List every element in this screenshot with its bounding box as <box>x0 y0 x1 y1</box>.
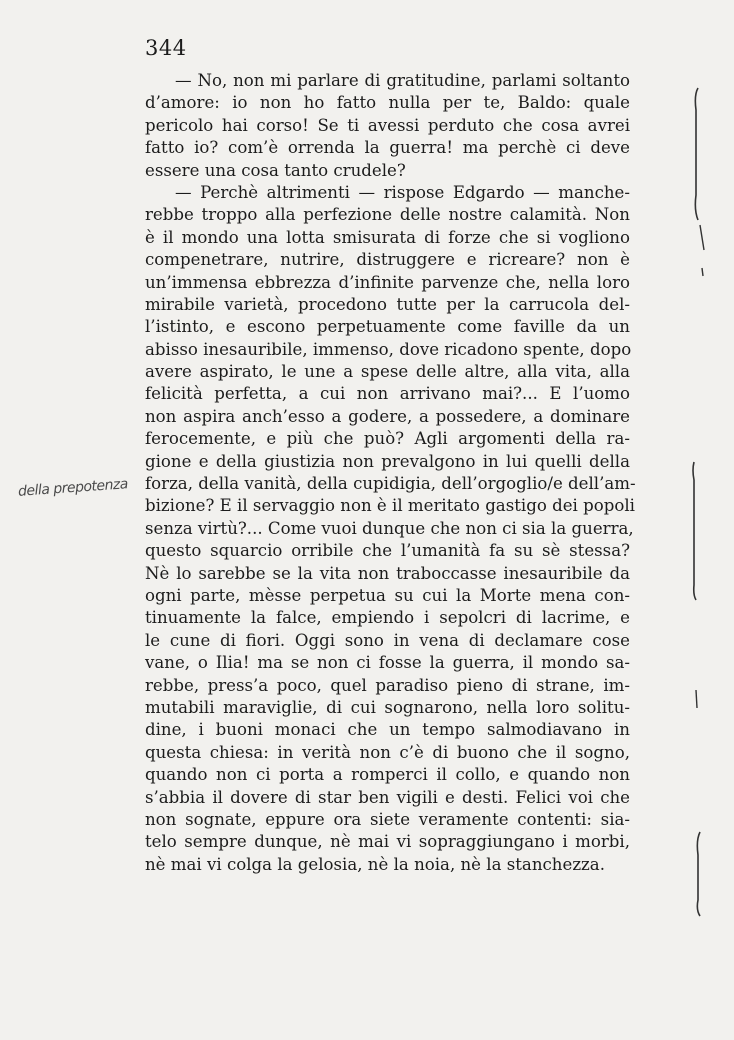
text-line: pericolo hai corso! Se ti avessi perduto che cosa avrei <box>145 115 630 135</box>
text-line: bizione? E il servaggio non è il meritato gastigo dei popoli <box>145 496 635 516</box>
text-line: felicità perfetta, a cui non arrivano mai?... E l’uomo <box>145 384 630 404</box>
text-line: non sognate, eppure ora siete veramente contenti: sia- <box>145 809 630 829</box>
text-line: rebbe troppo alla perfezione delle nostre calamità. Non <box>145 205 630 225</box>
text-line: dine, i buoni monaci che un tempo salmodiavano in <box>145 720 630 740</box>
text-line: l’istinto, e escono perpetuamente come faville da un <box>145 317 630 337</box>
text-line: le cune di fiori. Oggi sono in vena di declamare cose <box>145 630 630 650</box>
text-line: tinuamente la falce, empiendo i sepolcri di lacrime, e <box>145 608 630 628</box>
text-line: — Perchè altrimenti — rispose Edgardo — manche- <box>175 182 630 202</box>
edge-bracket-mark <box>700 225 704 250</box>
text-line: compenetrare, nutrire, distruggere e ricreare? non è <box>145 250 630 270</box>
text-line: nè mai vi colga la gelosia, nè la noia, nè la stanchezza. <box>145 854 605 874</box>
edge-bracket-mark <box>702 268 703 276</box>
body-text <box>145 70 636 876</box>
text-line: — No, non mi parlare di gratitudine, parlami soltanto <box>175 71 630 90</box>
binding-edge-marks <box>690 0 720 1040</box>
text-line: questa chiesa: in verità non c’è di buono che il sogno, <box>145 742 630 762</box>
text-line: mirabile varietà, procedono tutte per la carrucola del- <box>145 294 630 314</box>
edge-bracket-mark <box>697 832 700 916</box>
text-line: mutabili maraviglie, di cui sognarono, nella loro solitu- <box>145 697 630 717</box>
text-line: Nè lo sarebbe se la vita non traboccasse inesauribile da <box>145 563 630 583</box>
edge-bracket-mark <box>695 88 698 220</box>
text-line: senza virtù?... Come vuoi dunque che non ci sia la guerra, <box>145 518 634 538</box>
text-line: un’immensa ebbrezza d’infinite parvenze che, nella loro <box>145 272 630 292</box>
text-line: essere una cosa tanto crudele? <box>145 160 406 180</box>
text-line: telo sempre dunque, nè mai vi sopraggiungano i morbi, <box>145 832 630 852</box>
handwritten-note: della prepotenza <box>17 476 129 500</box>
text-line: fatto io? com’è orrenda la guerra! ma perchè ci deve <box>145 138 630 158</box>
text-line: rebbe, press’a poco, quel paradiso pieno di strane, im- <box>145 675 630 695</box>
text-line: abisso inesauribile, immenso, dove ricadono spente, dopo <box>145 339 632 359</box>
text-line: ogni parte, mèsse perpetua su cui la Morte mena con- <box>145 585 630 605</box>
text-line: ferocemente, e più che può? Agli argomenti della ra- <box>145 429 630 449</box>
text-line: non aspira anch’esso a godere, a possedere, a dominare <box>145 406 630 426</box>
text-line: avere aspirato, le une a spese delle altre, alla vita, alla <box>145 362 630 382</box>
edge-bracket-mark <box>693 462 696 600</box>
text-line: d’amore: io non ho fatto nulla per te, Baldo: quale <box>145 93 630 113</box>
page-number: 344 <box>145 36 187 60</box>
text-line: forza, della vanità, della cupidigia, dell’orgoglio/e dell’am- <box>145 474 636 494</box>
text-line: è il mondo una lotta smisurata di forze che si vogliono <box>145 227 630 247</box>
text-line: vane, o Ilia! ma se non ci fosse la guerra, il mondo sa- <box>145 653 630 673</box>
text-line: gione e della giustizia non prevalgono in lui quelli della <box>145 451 630 471</box>
text-line: quando non ci porta a romperci il collo, e quando non <box>145 765 630 785</box>
text-line: s’abbia il dovere di star ben vigili e desti. Felici voi che <box>145 787 630 807</box>
edge-bracket-mark <box>696 690 697 708</box>
text-line: questo squarcio orribile che l’umanità fa su sè stessa? <box>145 541 630 561</box>
